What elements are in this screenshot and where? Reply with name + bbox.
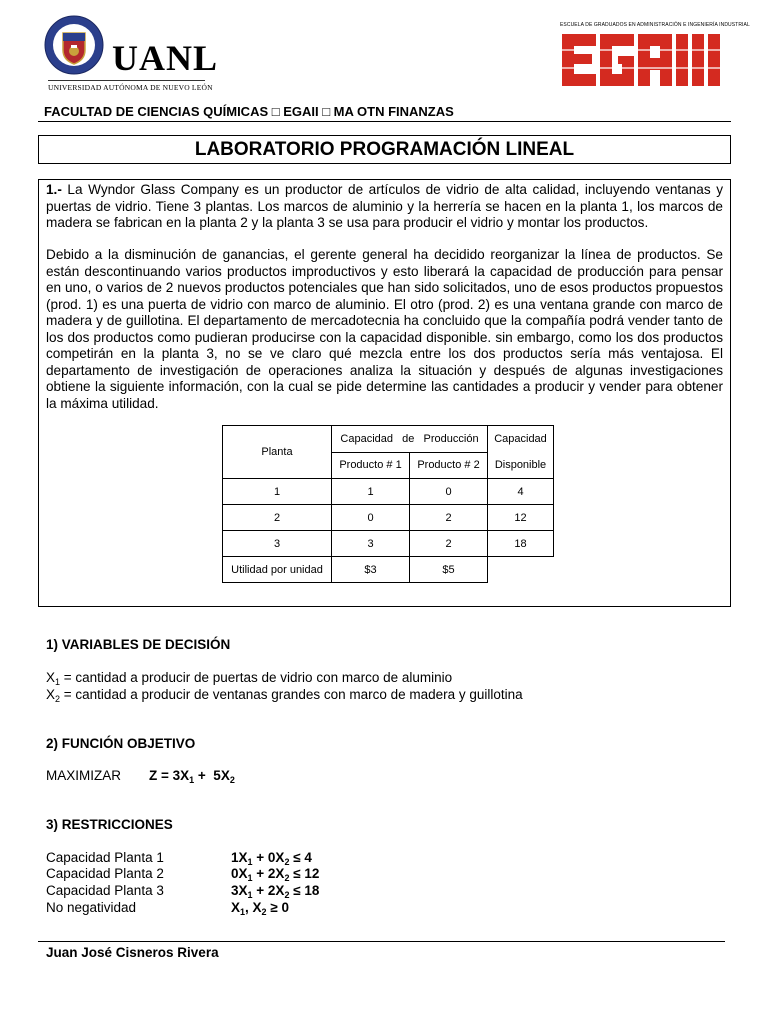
objective-function: $Z = 3X_1 + 5X_2$ [149, 768, 235, 785]
variable-x2-text: = cantidad a producir de ventanas grandes con marco de madera y guillotina [60, 687, 523, 702]
objective-label: MAXIMIZAR [46, 768, 122, 783]
constraint-rhs: ≤ 12 [293, 866, 320, 881]
section-variables-heading: 1) VARIABLES DE DECISIÓN [46, 637, 231, 652]
variable-x1: $X_1$ = cantidad a producir de puertas de vidrio con marco de aluminio [46, 670, 453, 687]
cell-p2: 0 [410, 479, 488, 505]
table-utilidad-row [223, 557, 554, 583]
header-disponible: Disponible [488, 452, 554, 479]
header-planta: Planta [223, 426, 332, 479]
cell-utilidad-p2: $5 [410, 557, 488, 583]
cell-capacidad: 12 [488, 505, 554, 531]
data-table [222, 425, 554, 583]
table-row [223, 531, 554, 557]
problem-number: 1.- [46, 182, 62, 197]
cell-empty [488, 557, 554, 583]
variable-x2: $X_2$ = cantidad a producir de ventanas grandes con marco de madera y guillotina [46, 687, 523, 704]
table-row [223, 479, 554, 505]
cell-p2: 2 [410, 531, 488, 557]
constraint-rhs: ≤ 18 [293, 883, 320, 898]
header-capacidad: Capacidad [488, 426, 554, 453]
section-objective-heading: 2) FUNCIÓN OBJETIVO [46, 736, 196, 751]
author-name: Juan José Cisneros Rivera [46, 945, 219, 960]
title-box [38, 135, 731, 164]
cell-p1: 3 [332, 531, 410, 557]
cell-p1: 0 [332, 505, 410, 531]
egaii-logo [560, 28, 724, 94]
university-name: UNIVERSIDAD AUTÓNOMA DE NUEVO LEÓN [48, 83, 213, 92]
cell-planta: 2 [223, 505, 332, 531]
constraint-expression: $3X_1 + 2X_2 \le 18$ [231, 883, 320, 900]
problem-paragraph-1 [46, 182, 723, 232]
cell-utilidad-p1: $3 [332, 557, 410, 583]
uanl-divider [48, 80, 205, 81]
header-producto-2: Producto # 2 [410, 452, 488, 479]
header-capacidad-produccion: Capacidad de Producción [332, 426, 488, 453]
header-producto-1: Producto # 1 [332, 452, 410, 479]
faculty-line: FACULTAD DE CIENCIAS QUÍMICAS □ EGAII □ MA OTN FINANZAS [44, 104, 454, 119]
constraint-expression: $X_1$, $X_2 \ge 0$ [231, 900, 289, 917]
author-divider [38, 941, 725, 942]
problem-box [38, 179, 731, 607]
page-title: LABORATORIO PROGRAMACIÓN LINEAL [194, 139, 575, 160]
problem-paragraph-2: Debido a la disminución de ganancias, el gerente general ha decidido reorganizar la línea de productos. Se están descontinuando varios productos improductivos y esto liberará la capacidad de producción para pensar en uno, o varios de 2 nuevos productos potenciales que han sido solicitados, uno de esos productos propuestos (prod. 1) es una puerta de vidrio con marco de aluminio. El otro (prod. 2) es una ventana grande con marco de madera y de guillotina. El departamento de mercadotecnia ha concluido que la compañía podrá vender tanto de los dos productos como pudieran producirse con la capacidad disponible. sin embargo, como los dos productos competirán en la planta 3, no se ve claro qué mezcla entre los dos productos sería más ventajosa. El departamento de investigación de operaciones analiza la situación y después de algunas investigaciones obtiene la siguiente información, con la cual se pide determine las cantidades a producir y vender para obtener la máxima utilidad. [46, 247, 723, 411]
constraint-label: No negatividad [46, 900, 137, 915]
header-divider [38, 121, 731, 122]
constraint-label: Capacidad Planta 3 [46, 883, 164, 898]
uanl-logo-text: UANL [112, 38, 219, 78]
cell-capacidad: 4 [488, 479, 554, 505]
variable-x1-text: = cantidad a producir de puertas de vidrio con marco de aluminio [60, 670, 453, 685]
constraint-expression: $1X_1 + 0X_2 \le 4$ [231, 850, 312, 867]
cell-utilidad-label: Utilidad por unidad [223, 557, 332, 583]
problem-text-1: La Wyndor Glass Company es un productor de artículos de vidrio de alta calidad, incluyendo ventanas y puertas de vidrio. Tiene 3 plantas. Los marcos de aluminio y la herrería se hacen en la planta 1, los marcos de madera se fabrican en la planta 2 y la planta 3 se usa para producir el vidrio y montar los productos. [46, 182, 723, 230]
school-caption: ESCUELA DE GRADUADOS EN ADMINISTRACIÓN E INGENIERÍA INDUSTRIAL [560, 22, 750, 28]
uanl-seal-logo [44, 14, 104, 76]
cell-p2: 2 [410, 505, 488, 531]
cell-planta: 3 [223, 531, 332, 557]
constraint-label: Capacidad Planta 1 [46, 850, 164, 865]
section-constraints-heading: 3) RESTRICCIONES [46, 817, 173, 832]
cell-capacidad: 18 [488, 531, 554, 557]
cell-planta: 1 [223, 479, 332, 505]
constraint-rhs: ≥ 0 [270, 900, 289, 915]
constraint-expression: $0X_1 + 2X_2 \le 12$ [231, 866, 320, 883]
constraint-label: Capacidad Planta 2 [46, 866, 164, 881]
constraint-rhs: ≤ 4 [293, 850, 312, 865]
cell-p1: 1 [332, 479, 410, 505]
table-header-row [223, 426, 554, 453]
table-row [223, 505, 554, 531]
